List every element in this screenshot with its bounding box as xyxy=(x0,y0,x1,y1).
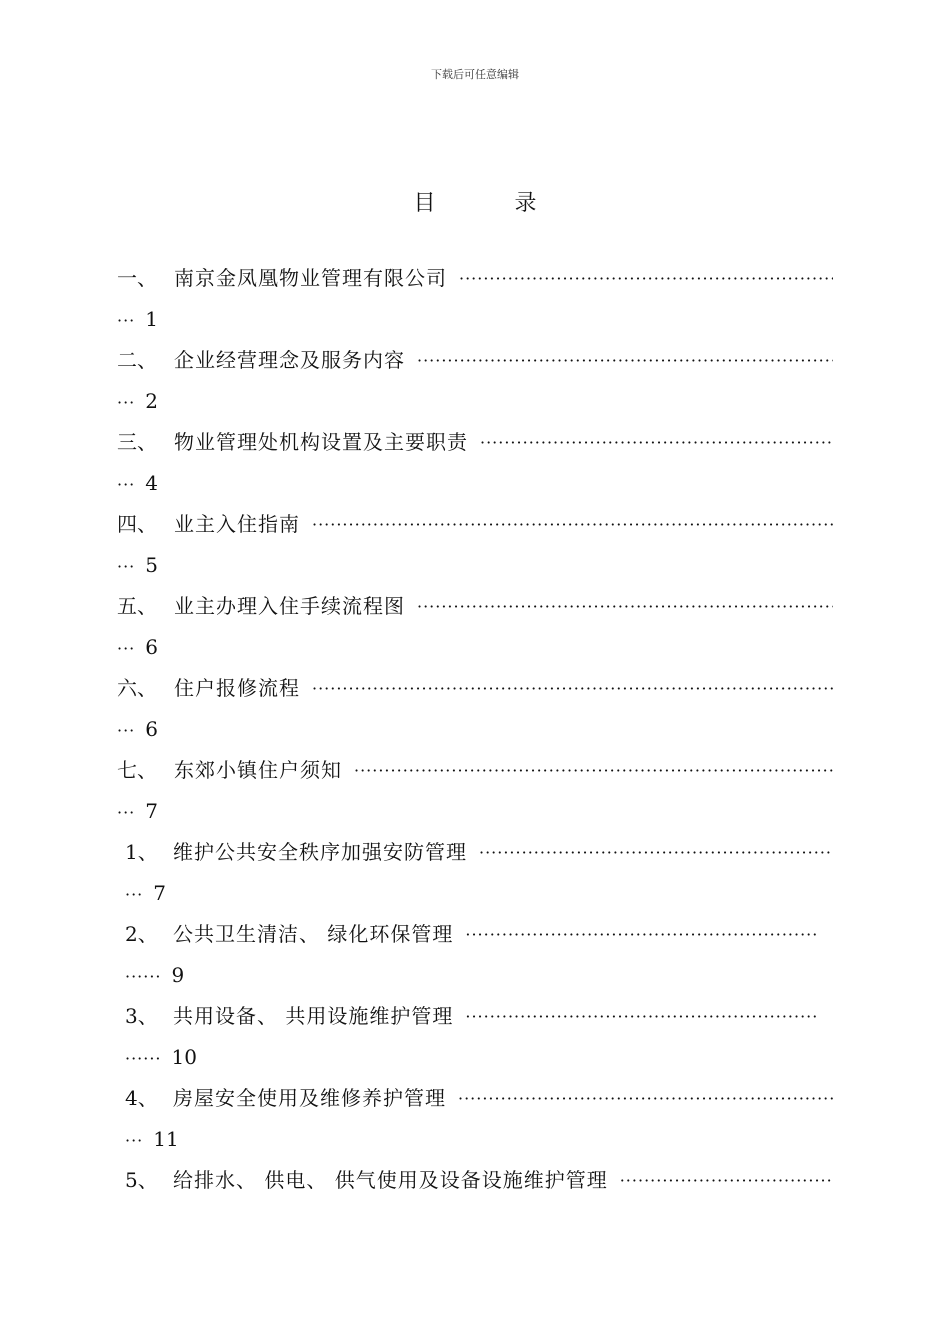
page-header-note: 下载后可任意编辑 xyxy=(431,68,519,81)
toc-entry-number: 七、 xyxy=(117,758,157,782)
toc-entry-number: 5、 xyxy=(125,1168,158,1192)
toc-page-number: 9 xyxy=(171,963,185,987)
toc-leader-dots xyxy=(312,668,833,709)
toc-entry-title: 东郊小镇住户须知 xyxy=(174,758,342,782)
toc-leader-continuation: ··· xyxy=(117,557,136,576)
toc-subentry[interactable] xyxy=(117,1160,833,1201)
toc-entry[interactable] xyxy=(117,586,833,668)
toc-leader-continuation: ··· xyxy=(117,639,136,658)
toc-entry-number: 四、 xyxy=(117,512,157,536)
toc-page-number: 1 xyxy=(145,307,158,331)
toc-leader-dots xyxy=(458,1078,833,1119)
toc-page-number: 6 xyxy=(145,717,158,741)
toc-entry-number: 4、 xyxy=(125,1086,158,1110)
toc-entry[interactable] xyxy=(117,258,833,340)
toc-subentry[interactable] xyxy=(117,832,833,914)
toc-subentry[interactable] xyxy=(117,914,833,996)
toc-entry-title: 房屋安全使用及维修养护管理 xyxy=(173,1086,446,1110)
toc-entry-title: 共用设备、 共用设施维护管理 xyxy=(173,1004,454,1028)
table-of-contents xyxy=(117,258,833,1201)
toc-leader-dots xyxy=(479,832,833,873)
toc-entry[interactable] xyxy=(117,340,833,422)
toc-entry-title: 公共卫生清洁、 绿化环保管理 xyxy=(173,922,454,946)
toc-leader-dots xyxy=(465,914,817,955)
toc-leader-continuation: ··· xyxy=(125,885,144,904)
toc-entry[interactable] xyxy=(117,422,833,504)
toc-entry-title: 住户报修流程 xyxy=(174,676,300,700)
toc-entry-number: 一、 xyxy=(117,266,157,290)
toc-leader-continuation: ··· xyxy=(117,803,136,822)
toc-entry[interactable] xyxy=(117,668,833,750)
toc-entry-number: 五、 xyxy=(117,594,157,618)
toc-entry-title: 给排水、 供电、 供气使用及设备设施维护管理 xyxy=(173,1168,608,1192)
toc-entry-title: 企业经营理念及服务内容 xyxy=(174,348,405,372)
toc-subentry[interactable] xyxy=(117,1078,833,1160)
toc-entry-title: 维护公共安全秩序加强安防管理 xyxy=(173,840,467,864)
toc-leader-dots xyxy=(312,504,833,545)
toc-entry-number: 二、 xyxy=(117,348,157,372)
toc-leader-dots xyxy=(480,422,833,463)
toc-leader-dots xyxy=(620,1160,833,1201)
toc-entry-title: 物业管理处机构设置及主要职责 xyxy=(174,430,468,454)
toc-leader-dots xyxy=(459,258,833,299)
toc-leader-continuation: ······ xyxy=(125,1049,162,1068)
toc-entry-number: 六、 xyxy=(117,676,157,700)
toc-entry-title: 业主入住指南 xyxy=(174,512,300,536)
toc-entry-title: 南京金凤凰物业管理有限公司 xyxy=(174,266,447,290)
page-title: 目 录 xyxy=(413,191,573,216)
toc-leader-continuation: ··· xyxy=(117,311,136,330)
toc-entry-number: 3、 xyxy=(125,1004,158,1028)
toc-entry-number: 三、 xyxy=(117,430,157,454)
toc-page-number: 11 xyxy=(153,1127,179,1151)
toc-leader-continuation: ··· xyxy=(125,1131,144,1150)
toc-subentry[interactable] xyxy=(117,996,833,1078)
toc-leader-dots xyxy=(417,586,833,627)
toc-entry[interactable] xyxy=(117,504,833,586)
toc-leader-dots xyxy=(354,750,833,791)
toc-entry[interactable] xyxy=(117,750,833,832)
toc-page-number: 5 xyxy=(145,553,158,577)
toc-entry-title: 业主办理入住手续流程图 xyxy=(174,594,405,618)
toc-entry-number: 2、 xyxy=(125,922,158,946)
toc-page-number: 2 xyxy=(145,389,158,413)
toc-leader-continuation: ······ xyxy=(125,967,162,986)
toc-page-number: 7 xyxy=(145,799,158,823)
toc-page-number: 10 xyxy=(171,1045,197,1069)
toc-leader-dots xyxy=(417,340,833,381)
toc-entry-number: 1、 xyxy=(125,840,158,864)
toc-page-number: 7 xyxy=(153,881,166,905)
toc-page-number: 6 xyxy=(145,635,158,659)
toc-page-number: 4 xyxy=(145,471,158,495)
toc-leader-dots xyxy=(465,996,817,1037)
toc-leader-continuation: ··· xyxy=(117,721,136,740)
toc-leader-continuation: ··· xyxy=(117,475,136,494)
toc-leader-continuation: ··· xyxy=(117,393,136,412)
